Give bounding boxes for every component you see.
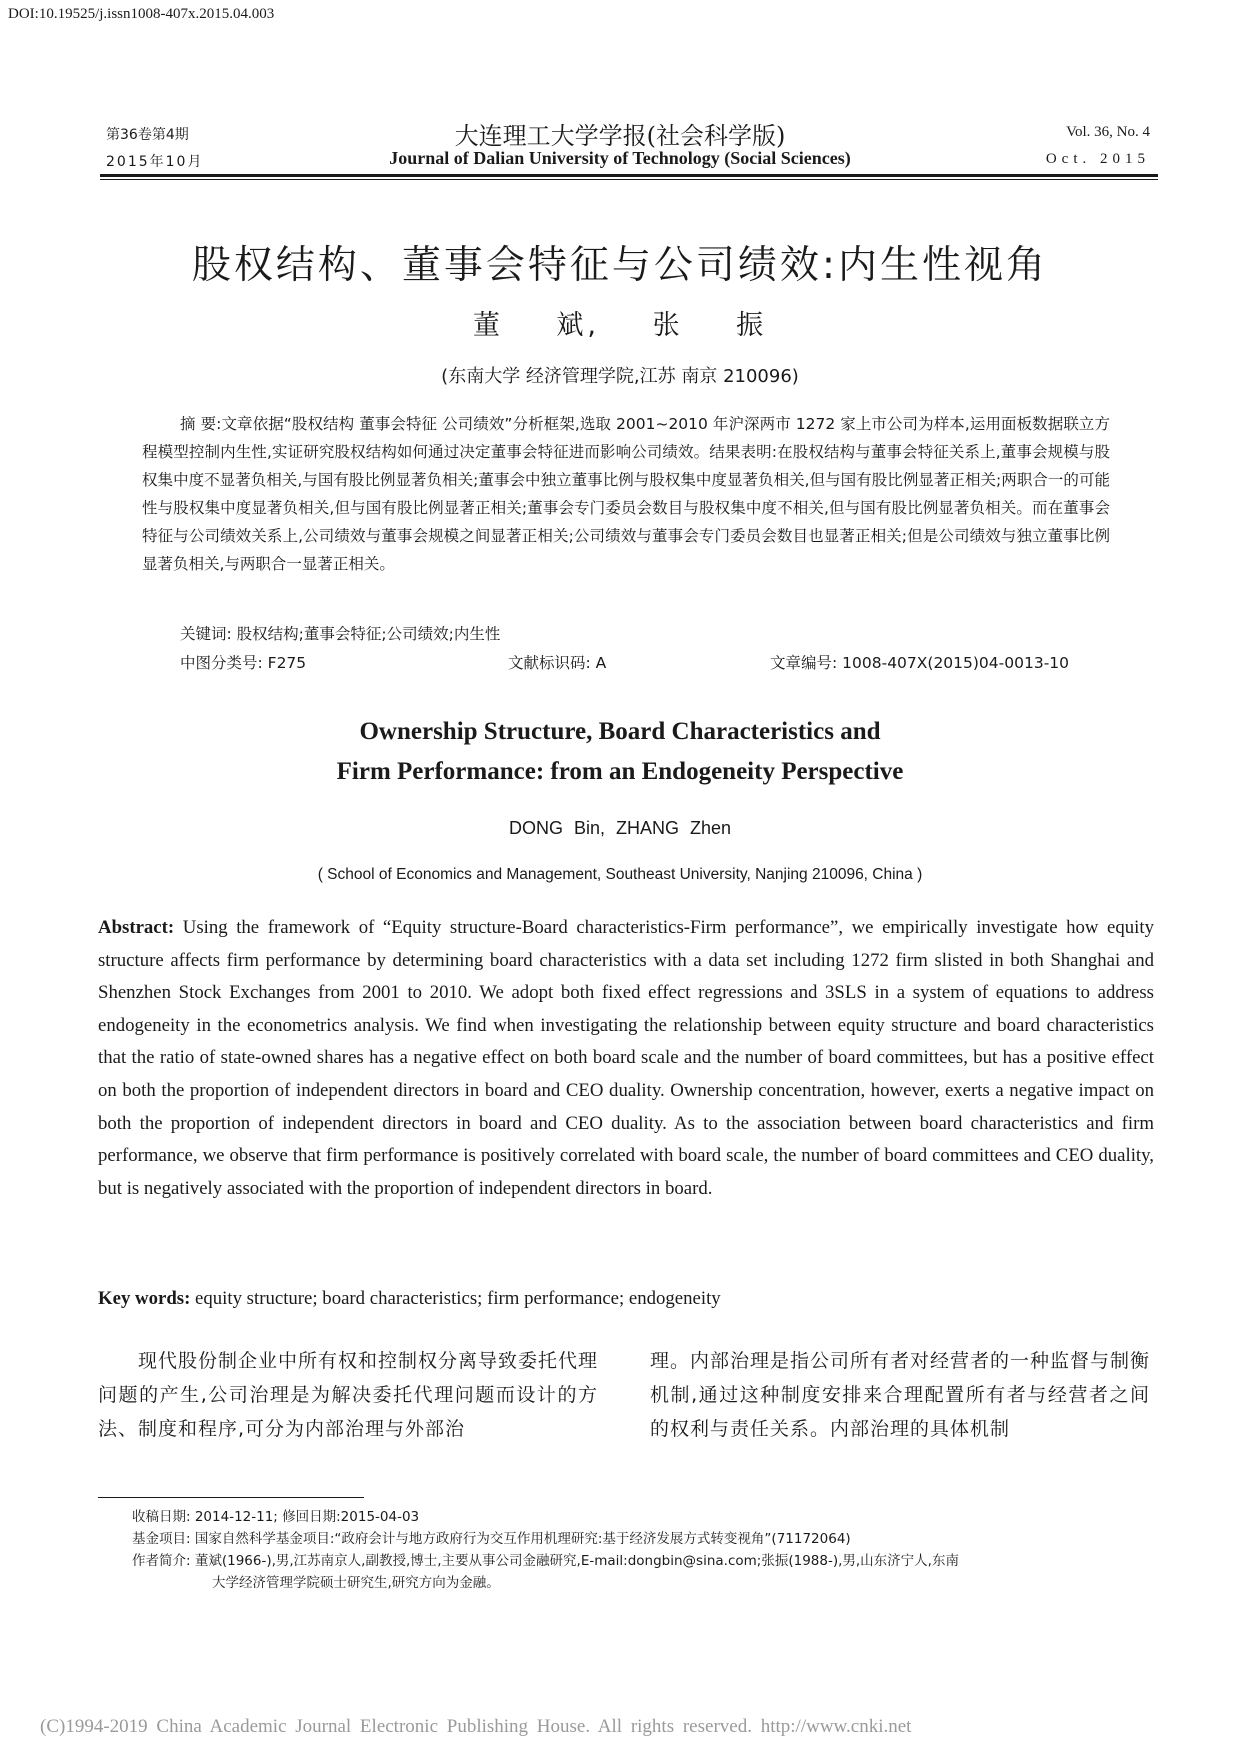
clc-number: 中图分类号: F275 [180, 654, 307, 672]
authors-en: DONG Bin, ZHANG Zhen [508, 818, 732, 838]
journal-title-cn: 大连理工大学学报(社会科学版) [454, 122, 786, 150]
abstract-en [98, 912, 1154, 1205]
header-rule-thick [100, 174, 1158, 177]
journal-title-en: Journal of Dalian University of Technology (Social Sciences) [389, 148, 851, 168]
copyright-watermark: (C)1994-2019 China Academic Journal Electronic Publishing House. All rights reserved. http://www.cnki.net [40, 1716, 912, 1737]
paper-title-en [0, 712, 1240, 792]
footnote-rule [98, 1497, 364, 1498]
document-code: 文献标识码: A [508, 654, 607, 672]
article-number: 文章编号: 1008-407X(2015)04-0013-10 [770, 654, 1070, 672]
keywords-en-label: Key words: [98, 1288, 191, 1309]
body-text-right-column: 理。内部治理是指公司所有者对经营者的一种监督与制衡机制,通过这种制度安排来合理配置所有者与经营者之间的权利与责任关系。内部治理的具体机制 [650, 1350, 1151, 1440]
paper-title-en-line2: Firm Performance: from an Endogeneity Perspective [336, 758, 904, 785]
abstract-cn-label: 摘 要: [180, 415, 222, 433]
abstract-en-label: Abstract: [98, 917, 175, 938]
footnote-received-date: 收稿日期: 2014-12-11; 修回日期:2015-04-03 [132, 1509, 420, 1525]
paper-title-cn: 股权结构、董事会特征与公司绩效:内生性视角 [191, 243, 1049, 288]
header-rule-thin [100, 179, 1158, 180]
volume-issue-cn: 第36卷第4期 [106, 127, 189, 143]
date-en: Oct. 2015 [1045, 151, 1150, 167]
volume-issue-en: Vol. 36, No. 4 [1066, 124, 1150, 140]
keywords-en [98, 1288, 721, 1310]
authors-cn: 董 斌, 张 振 [472, 310, 768, 341]
abstract-en-text: Using the framework of “Equity structure-Board characteristics-Firm performance”, we empirically investigate how equity structure affects firm performance by determining board characteristics with a data set including 1272 firm slisted in both Shanghai and Shenzhen Stock Exchanges from 2001 to 2010. We adopt both fixed effect regressions and 3SLS in a system of equations to address endogeneity in the econometrics analysis. We find when investigating the relationship between equity structure and board characteristics that the ratio of state-owned shares has a negative effect on both board scale and the number of board committees, but has a positive effect on both the proportion of independent directors in board and CEO duality. Ownership concentration, however, exerts a negative impact on both the proportion of independent directors in board and CEO duality. As to the association between board characteristics and firm performance, we observe that firm performance is positively correlated with board scale, the number of board committees and CEO duality, but is negatively associated with the proportion of independent directors in board. [98, 917, 1154, 1199]
paper-title-en-line1: Ownership Structure, Board Characteristics and [359, 718, 881, 745]
date-cn: 2015年10月 [106, 154, 204, 170]
body-text-left-column: 现代股份制企业中所有权和控制权分离导致委托代理问题的产生,公司治理是为解决委托代理问题而设计的方法、制度和程序,可分为内部治理与外部治 [98, 1350, 599, 1440]
footnote-author-info-line1: 作者简介: 董斌(1966-),男,江苏南京人,副教授,博士,主要从事公司金融研究,E-mail:dongbin@sina.com;张振(1988-),男,山东济宁人,东南 [132, 1553, 959, 1569]
keywords-en-text: equity structure; board characteristics; firm performance; endogeneity [195, 1288, 721, 1309]
affiliation-cn: (东南大学 经济管理学院,江苏 南京 210096) [441, 366, 799, 387]
footnote-author-info [132, 1550, 1162, 1594]
abstract-cn-text: 文章依据“股权结构 董事会特征 公司绩效”分析框架,选取 2001~2010 年沪深两市 1272 家上市公司为样本,运用面板数据联立方程模型控制内生性,实证研究股权结构如何通过决定董事会特征进而影响公司绩效。结果表明:在股权结构与董事会特征关系上,董事会规模与股权集中度不显著负相关,与国有股比例显著负相关;董事会中独立董事比例与股权集中度显著负相关,但与国有股比例显著正相关;两职合一的可能性与股权集中度显著负相关,但与国有股比例显著正相关;董事会专门委员会数目与股权集中度不相关,但与国有股比例显著负相关。而在董事会特征与公司绩效关系上,公司绩效与董事会规模之间显著正相关;公司绩效与董事会专门委员会数目也显著正相关;但是公司绩效与独立董事比例显著负相关,与两职合一显著正相关。 [142, 415, 1110, 573]
doi-label: DOI:10.19525/j.issn1008-407x.2015.04.003 [8, 6, 275, 22]
keywords-cn: 关键词: 股权结构;董事会特征;公司绩效;内生性 [180, 625, 501, 643]
affiliation-en: ( School of Economics and Management, Southeast University, Nanjing 210096, China ) [317, 866, 923, 883]
footnote-author-info-line2: 大学经济管理学院硕士研究生,研究方向为金融。 [212, 1575, 500, 1591]
abstract-cn [142, 410, 1110, 578]
footnote-funding: 基金项目: 国家自然科学基金项目:“政府会计与地方政府行为交互作用机理研究:基于经济发展方式转变视角”(71172064) [132, 1531, 851, 1547]
